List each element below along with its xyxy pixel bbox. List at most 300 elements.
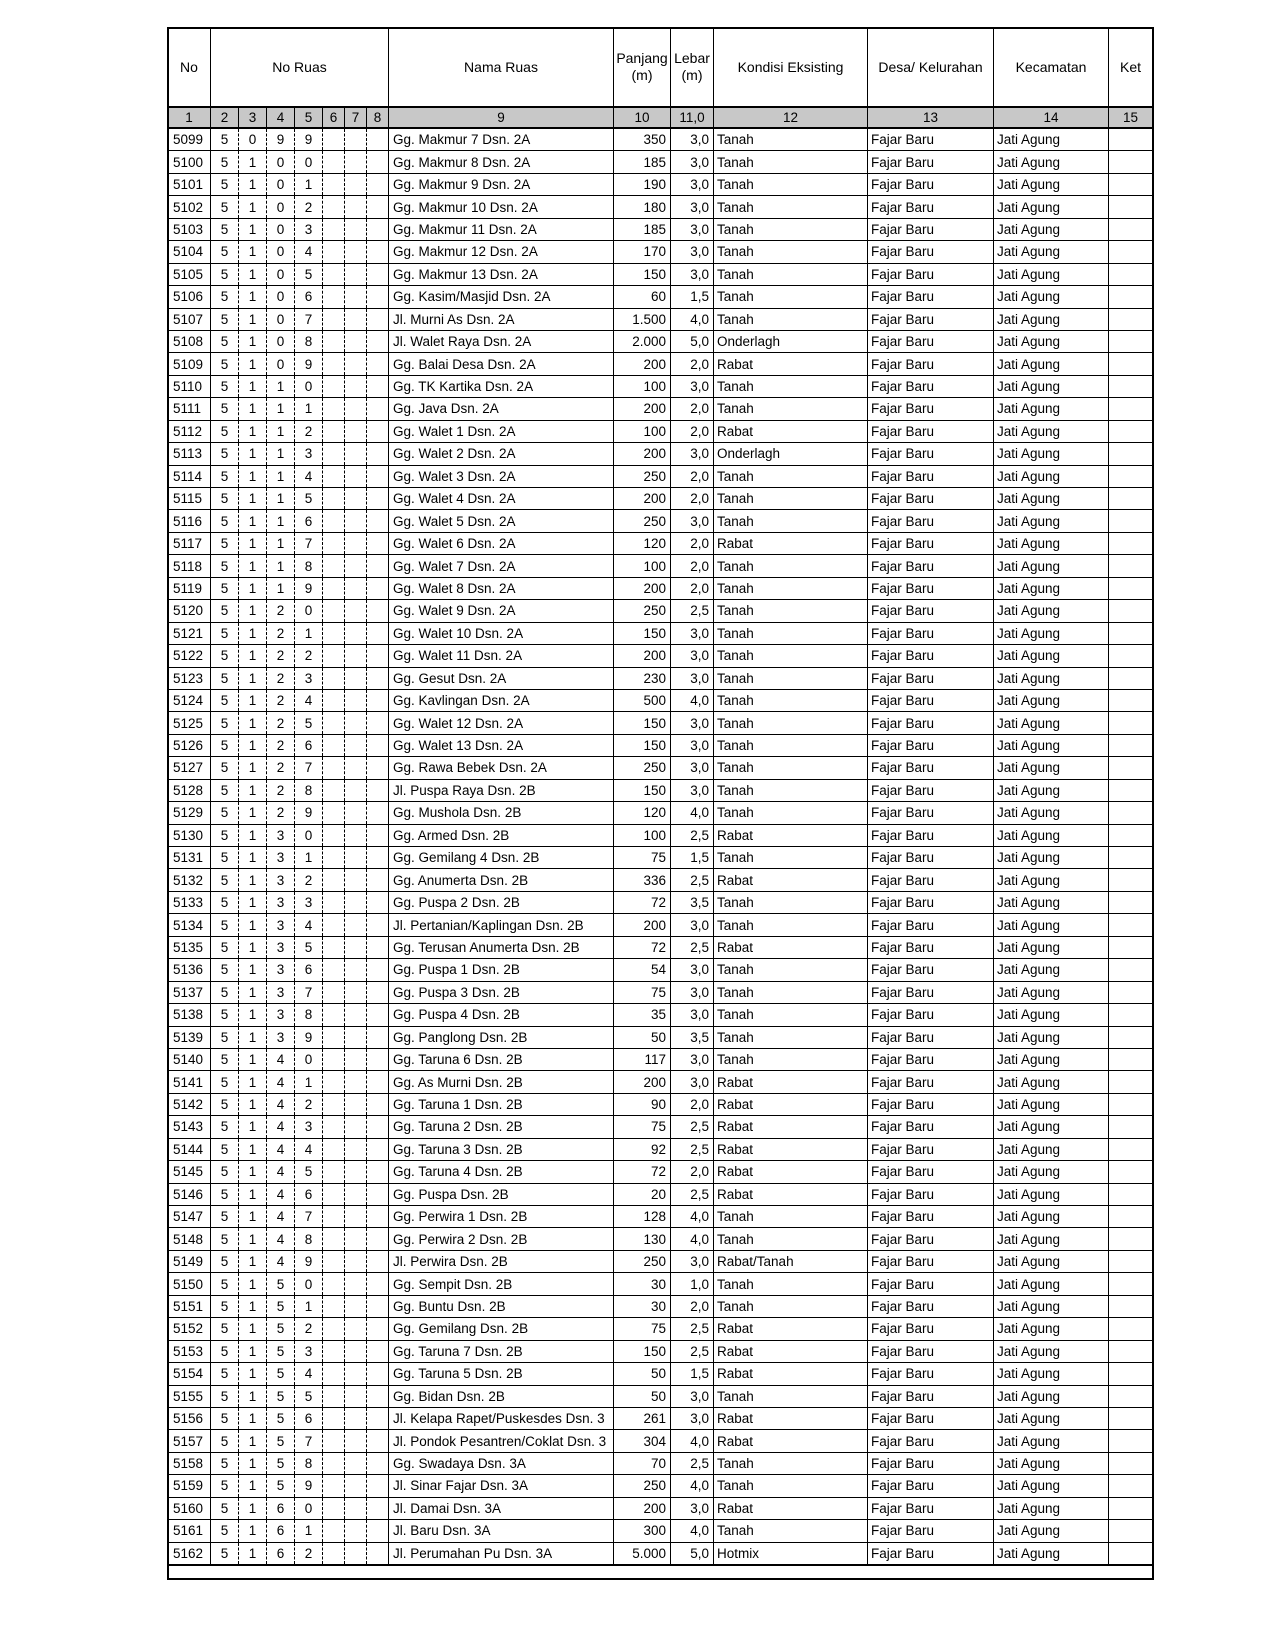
kondisi-cell: Tanah <box>714 218 868 240</box>
row-number: 5110 <box>168 375 211 397</box>
row-number: 5148 <box>168 1228 211 1250</box>
nama-ruas-cell: Jl. Damai Dsn. 3A <box>389 1497 614 1519</box>
ruas-digit <box>345 1452 367 1474</box>
panjang-cell: 70 <box>614 1452 671 1474</box>
ruas-digit <box>323 1363 345 1385</box>
panjang-cell: 128 <box>614 1206 671 1228</box>
ruas-digit: 5 <box>211 173 239 195</box>
ruas-digit <box>323 420 345 442</box>
kondisi-cell: Tanah <box>714 1206 868 1228</box>
row-number: 5118 <box>168 555 211 577</box>
panjang-cell: 75 <box>614 981 671 1003</box>
table-row <box>168 151 1153 173</box>
kondisi-cell: Tanah <box>714 891 868 913</box>
ruas-digit <box>345 1295 367 1317</box>
ruas-digit <box>345 330 367 352</box>
ruas-digit: 5 <box>211 555 239 577</box>
lebar-cell: 3,0 <box>671 241 714 263</box>
kondisi-cell: Tanah <box>714 802 868 824</box>
ruas-digit <box>323 241 345 263</box>
ruas-digit: 6 <box>267 1542 295 1565</box>
ruas-digit <box>323 577 345 599</box>
ruas-digit: 1 <box>239 645 267 667</box>
ruas-digit <box>367 1295 389 1317</box>
ket-cell <box>1109 465 1153 487</box>
kecamatan-cell: Jati Agung <box>994 510 1109 532</box>
ket-cell <box>1109 981 1153 1003</box>
table-row <box>168 196 1153 218</box>
kecamatan-cell: Jati Agung <box>994 891 1109 913</box>
ruas-digit <box>367 510 389 532</box>
nama-ruas-cell: Gg. Taruna 7 Dsn. 2B <box>389 1340 614 1362</box>
ruas-digit: 1 <box>239 1385 267 1407</box>
desa-cell: Fajar Baru <box>868 308 994 330</box>
nama-ruas-cell: Gg. Perwira 2 Dsn. 2B <box>389 1228 614 1250</box>
row-number: 5159 <box>168 1475 211 1497</box>
ruas-digit: 4 <box>295 914 323 936</box>
ket-cell <box>1109 1542 1153 1565</box>
header-ket: Ket <box>1109 28 1153 108</box>
ruas-digit: 3 <box>267 824 295 846</box>
ruas-digit: 5 <box>211 1116 239 1138</box>
ruas-digit <box>323 1206 345 1228</box>
kecamatan-cell: Jati Agung <box>994 1475 1109 1497</box>
ruas-digit <box>367 173 389 195</box>
ruas-digit <box>367 1318 389 1340</box>
lebar-cell: 2,5 <box>671 1452 714 1474</box>
table-row <box>168 1385 1153 1407</box>
table-row <box>168 218 1153 240</box>
ruas-digit <box>367 330 389 352</box>
ruas-digit <box>367 1026 389 1048</box>
ruas-digit: 1 <box>267 398 295 420</box>
ruas-digit <box>367 869 389 891</box>
ruas-digit <box>345 577 367 599</box>
nama-ruas-cell: Gg. Gemilang 4 Dsn. 2B <box>389 847 614 869</box>
ruas-digit: 2 <box>267 734 295 756</box>
ruas-digit: 5 <box>211 869 239 891</box>
ruas-digit <box>345 959 367 981</box>
ruas-digit: 1 <box>239 173 267 195</box>
row-number: 5106 <box>168 286 211 308</box>
table-row <box>168 555 1153 577</box>
ruas-digit <box>345 1048 367 1070</box>
desa-cell: Fajar Baru <box>868 196 994 218</box>
column-number: 7 <box>345 107 367 128</box>
ruas-digit <box>367 420 389 442</box>
ruas-digit: 5 <box>211 959 239 981</box>
kondisi-cell: Rabat <box>714 1093 868 1115</box>
kecamatan-cell: Jati Agung <box>994 981 1109 1003</box>
kecamatan-cell: Jati Agung <box>994 218 1109 240</box>
ruas-digit: 0 <box>295 1048 323 1070</box>
ruas-digit <box>367 959 389 981</box>
kecamatan-cell: Jati Agung <box>994 1340 1109 1362</box>
ruas-digit <box>345 712 367 734</box>
panjang-cell: 35 <box>614 1004 671 1026</box>
ruas-digit <box>367 1363 389 1385</box>
ruas-digit: 5 <box>295 263 323 285</box>
ruas-digit: 0 <box>267 151 295 173</box>
panjang-cell: 250 <box>614 465 671 487</box>
panjang-cell: 50 <box>614 1026 671 1048</box>
row-number: 5131 <box>168 847 211 869</box>
ruas-digit: 5 <box>295 1385 323 1407</box>
ruas-digit: 1 <box>239 802 267 824</box>
ruas-digit: 0 <box>295 600 323 622</box>
desa-cell: Fajar Baru <box>868 1385 994 1407</box>
ruas-digit <box>345 734 367 756</box>
ruas-digit: 6 <box>295 734 323 756</box>
lebar-cell: 2,5 <box>671 1183 714 1205</box>
row-number: 5127 <box>168 757 211 779</box>
ruas-digit <box>367 128 389 151</box>
ruas-digit <box>323 555 345 577</box>
ruas-digit: 9 <box>295 128 323 151</box>
ruas-digit: 1 <box>239 375 267 397</box>
column-number: 14 <box>994 107 1109 128</box>
table-row <box>168 1318 1153 1340</box>
ruas-digit: 0 <box>267 308 295 330</box>
lebar-cell: 4,0 <box>671 1206 714 1228</box>
panjang-cell: 250 <box>614 600 671 622</box>
nama-ruas-cell: Gg. As Murni Dsn. 2B <box>389 1071 614 1093</box>
row-number: 5099 <box>168 128 211 151</box>
ruas-digit <box>367 914 389 936</box>
desa-cell: Fajar Baru <box>868 1228 994 1250</box>
ruas-digit <box>323 734 345 756</box>
desa-cell: Fajar Baru <box>868 1071 994 1093</box>
ruas-digit: 9 <box>295 1475 323 1497</box>
desa-cell: Fajar Baru <box>868 734 994 756</box>
lebar-cell: 1,5 <box>671 847 714 869</box>
kecamatan-cell: Jati Agung <box>994 1385 1109 1407</box>
ket-cell <box>1109 1138 1153 1160</box>
ruas-digit: 1 <box>239 1004 267 1026</box>
nama-ruas-cell: Jl. Pertanian/Kaplingan Dsn. 2B <box>389 914 614 936</box>
lebar-cell: 3,0 <box>671 173 714 195</box>
table-row <box>168 847 1153 869</box>
row-number: 5105 <box>168 263 211 285</box>
table-row <box>168 577 1153 599</box>
ruas-digit <box>323 443 345 465</box>
desa-cell: Fajar Baru <box>868 645 994 667</box>
ket-cell <box>1109 1250 1153 1272</box>
ruas-digit: 5 <box>211 1520 239 1542</box>
ruas-digit: 9 <box>295 1250 323 1272</box>
row-number: 5101 <box>168 173 211 195</box>
panjang-cell: 100 <box>614 555 671 577</box>
table-row <box>168 353 1153 375</box>
table-row <box>168 1520 1153 1542</box>
ruas-digit: 5 <box>211 622 239 644</box>
kecamatan-cell: Jati Agung <box>994 151 1109 173</box>
ruas-digit <box>323 869 345 891</box>
kondisi-cell: Tanah <box>714 308 868 330</box>
panjang-cell: 130 <box>614 1228 671 1250</box>
ruas-digit: 3 <box>295 443 323 465</box>
row-number: 5109 <box>168 353 211 375</box>
ket-cell <box>1109 1228 1153 1250</box>
ruas-digit: 1 <box>295 173 323 195</box>
ruas-digit <box>323 1138 345 1160</box>
row-number: 5129 <box>168 802 211 824</box>
desa-cell: Fajar Baru <box>868 869 994 891</box>
ruas-digit: 5 <box>211 353 239 375</box>
ruas-digit <box>323 375 345 397</box>
ruas-digit: 1 <box>295 622 323 644</box>
ket-cell <box>1109 1026 1153 1048</box>
panjang-cell: 170 <box>614 241 671 263</box>
ruas-digit: 1 <box>239 1228 267 1250</box>
nama-ruas-cell: Jl. Sinar Fajar Dsn. 3A <box>389 1475 614 1497</box>
table-body <box>168 128 1153 1565</box>
row-number: 5142 <box>168 1093 211 1115</box>
panjang-cell: 90 <box>614 1093 671 1115</box>
lebar-cell: 3,0 <box>671 1497 714 1519</box>
ket-cell <box>1109 869 1153 891</box>
panjang-cell: 185 <box>614 218 671 240</box>
desa-cell: Fajar Baru <box>868 1116 994 1138</box>
row-number: 5158 <box>168 1452 211 1474</box>
ket-cell <box>1109 802 1153 824</box>
ruas-digit <box>323 1026 345 1048</box>
ruas-digit <box>323 398 345 420</box>
nama-ruas-cell: Gg. Walet 10 Dsn. 2A <box>389 622 614 644</box>
nama-ruas-cell: Gg. Walet 3 Dsn. 2A <box>389 465 614 487</box>
nama-ruas-cell: Gg. Walet 5 Dsn. 2A <box>389 510 614 532</box>
ruas-digit: 1 <box>239 1542 267 1565</box>
ket-cell <box>1109 532 1153 554</box>
row-number: 5157 <box>168 1430 211 1452</box>
ruas-digit <box>323 600 345 622</box>
nama-ruas-cell: Gg. Walet 7 Dsn. 2A <box>389 555 614 577</box>
nama-ruas-cell: Gg. Taruna 6 Dsn. 2B <box>389 1048 614 1070</box>
lebar-cell: 5,0 <box>671 1542 714 1565</box>
ruas-digit <box>367 757 389 779</box>
ruas-digit: 1 <box>239 465 267 487</box>
panjang-cell: 100 <box>614 824 671 846</box>
ruas-digit: 1 <box>239 1497 267 1519</box>
ruas-digit <box>345 1206 367 1228</box>
desa-cell: Fajar Baru <box>868 1520 994 1542</box>
ket-cell <box>1109 1116 1153 1138</box>
row-number: 5161 <box>168 1520 211 1542</box>
kondisi-cell: Tanah <box>714 1273 868 1295</box>
ruas-digit: 1 <box>267 375 295 397</box>
ruas-digit: 1 <box>239 353 267 375</box>
lebar-cell: 2,5 <box>671 1138 714 1160</box>
header-row <box>168 28 1153 108</box>
panjang-cell: 75 <box>614 1116 671 1138</box>
kecamatan-cell: Jati Agung <box>994 936 1109 958</box>
ruas-digit: 1 <box>239 420 267 442</box>
desa-cell: Fajar Baru <box>868 1542 994 1565</box>
ruas-digit: 4 <box>267 1161 295 1183</box>
table-row <box>168 241 1153 263</box>
ruas-digit: 5 <box>211 645 239 667</box>
kecamatan-cell: Jati Agung <box>994 398 1109 420</box>
table-row <box>168 1048 1153 1070</box>
row-number: 5114 <box>168 465 211 487</box>
ruas-digit: 1 <box>239 622 267 644</box>
table-row <box>168 1273 1153 1295</box>
ruas-digit: 5 <box>211 1407 239 1429</box>
header-no-ruas: No Ruas <box>211 28 389 108</box>
lebar-cell: 1,5 <box>671 286 714 308</box>
panjang-cell: 120 <box>614 802 671 824</box>
ruas-digit <box>367 802 389 824</box>
ruas-digit <box>345 488 367 510</box>
panjang-cell: 190 <box>614 173 671 195</box>
row-number: 5108 <box>168 330 211 352</box>
row-number: 5124 <box>168 689 211 711</box>
lebar-cell: 2,0 <box>671 1295 714 1317</box>
ruas-digit: 6 <box>295 510 323 532</box>
ket-cell <box>1109 1318 1153 1340</box>
panjang-cell: 200 <box>614 443 671 465</box>
ruas-digit <box>345 1475 367 1497</box>
ruas-digit: 5 <box>211 600 239 622</box>
panjang-cell: 54 <box>614 959 671 981</box>
ruas-digit: 0 <box>295 151 323 173</box>
kecamatan-cell: Jati Agung <box>994 1183 1109 1205</box>
ruas-digit: 4 <box>267 1183 295 1205</box>
lebar-cell: 3,0 <box>671 1385 714 1407</box>
ruas-digit <box>367 1250 389 1272</box>
panjang-cell: 200 <box>614 488 671 510</box>
table-row <box>168 263 1153 285</box>
ruas-digit: 6 <box>295 1407 323 1429</box>
kecamatan-cell: Jati Agung <box>994 263 1109 285</box>
kondisi-cell: Tanah <box>714 1520 868 1542</box>
nama-ruas-cell: Gg. Terusan Anumerta Dsn. 2B <box>389 936 614 958</box>
ruas-digit: 1 <box>267 443 295 465</box>
lebar-cell: 3,0 <box>671 1004 714 1026</box>
ruas-digit <box>345 689 367 711</box>
ruas-digit: 1 <box>239 1363 267 1385</box>
ruas-digit: 1 <box>239 1407 267 1429</box>
ruas-digit: 8 <box>295 1004 323 1026</box>
lebar-cell: 3,0 <box>671 981 714 1003</box>
ruas-digit <box>367 1340 389 1362</box>
ruas-digit <box>367 218 389 240</box>
ruas-digit: 3 <box>267 914 295 936</box>
row-number: 5122 <box>168 645 211 667</box>
panjang-cell: 100 <box>614 420 671 442</box>
ruas-digit <box>367 196 389 218</box>
ruas-digit: 1 <box>295 1520 323 1542</box>
ket-cell <box>1109 330 1153 352</box>
ruas-digit: 3 <box>267 891 295 913</box>
ruas-digit: 6 <box>267 1497 295 1519</box>
row-number: 5154 <box>168 1363 211 1385</box>
kondisi-cell: Tanah <box>714 600 868 622</box>
ruas-digit: 5 <box>211 286 239 308</box>
panjang-cell: 75 <box>614 847 671 869</box>
desa-cell: Fajar Baru <box>868 128 994 151</box>
ruas-digit: 6 <box>295 1183 323 1205</box>
ruas-digit: 5 <box>211 1004 239 1026</box>
nama-ruas-cell: Jl. Perumahan Pu Dsn. 3A <box>389 1542 614 1565</box>
ruas-digit: 3 <box>295 218 323 240</box>
header-lebar-unit: (m) <box>681 67 703 83</box>
table-row <box>168 667 1153 689</box>
ket-cell <box>1109 936 1153 958</box>
ruas-digit: 3 <box>267 847 295 869</box>
desa-cell: Fajar Baru <box>868 1295 994 1317</box>
kondisi-cell: Tanah <box>714 196 868 218</box>
ruas-digit: 1 <box>267 532 295 554</box>
ket-cell <box>1109 398 1153 420</box>
table-row <box>168 443 1153 465</box>
kecamatan-cell: Jati Agung <box>994 847 1109 869</box>
ruas-digit: 9 <box>295 577 323 599</box>
ket-cell <box>1109 151 1153 173</box>
ruas-digit <box>367 577 389 599</box>
ruas-digit <box>323 1340 345 1362</box>
ruas-digit: 2 <box>295 196 323 218</box>
ruas-digit: 0 <box>267 353 295 375</box>
ket-cell <box>1109 420 1153 442</box>
ruas-digit: 5 <box>211 1250 239 1272</box>
nama-ruas-cell: Jl. Walet Raya Dsn. 2A <box>389 330 614 352</box>
ruas-digit <box>367 689 389 711</box>
ruas-digit <box>323 263 345 285</box>
panjang-cell: 72 <box>614 936 671 958</box>
header-no: No <box>168 28 211 108</box>
ruas-digit <box>345 1026 367 1048</box>
row-number: 5132 <box>168 869 211 891</box>
kecamatan-cell: Jati Agung <box>994 1093 1109 1115</box>
ruas-digit: 0 <box>295 1273 323 1295</box>
ruas-digit <box>367 645 389 667</box>
ruas-digit: 1 <box>239 1475 267 1497</box>
lebar-cell: 2,5 <box>671 1318 714 1340</box>
ket-cell <box>1109 443 1153 465</box>
ruas-digit <box>345 1004 367 1026</box>
ruas-digit: 3 <box>267 936 295 958</box>
lebar-cell: 3,0 <box>671 667 714 689</box>
ruas-digit: 5 <box>211 241 239 263</box>
panjang-cell: 60 <box>614 286 671 308</box>
table-row <box>168 1340 1153 1362</box>
desa-cell: Fajar Baru <box>868 936 994 958</box>
ket-cell <box>1109 1295 1153 1317</box>
kondisi-cell: Tanah <box>714 1475 868 1497</box>
ruas-digit <box>367 981 389 1003</box>
ket-cell <box>1109 577 1153 599</box>
row-number: 5147 <box>168 1206 211 1228</box>
row-number: 5120 <box>168 600 211 622</box>
nama-ruas-cell: Gg. Buntu Dsn. 2B <box>389 1295 614 1317</box>
panjang-cell: 350 <box>614 128 671 151</box>
row-number: 5150 <box>168 1273 211 1295</box>
ruas-digit: 3 <box>295 891 323 913</box>
lebar-cell: 2,0 <box>671 555 714 577</box>
ket-cell <box>1109 1430 1153 1452</box>
nama-ruas-cell: Gg. Makmur 12 Dsn. 2A <box>389 241 614 263</box>
table-row <box>168 689 1153 711</box>
header-lebar-label: Lebar <box>674 50 710 66</box>
row-number: 5143 <box>168 1116 211 1138</box>
ruas-digit <box>323 712 345 734</box>
ruas-digit: 5 <box>211 1475 239 1497</box>
lebar-cell: 2,5 <box>671 600 714 622</box>
lebar-cell: 2,0 <box>671 398 714 420</box>
table-row <box>168 1497 1153 1519</box>
table-row <box>168 936 1153 958</box>
